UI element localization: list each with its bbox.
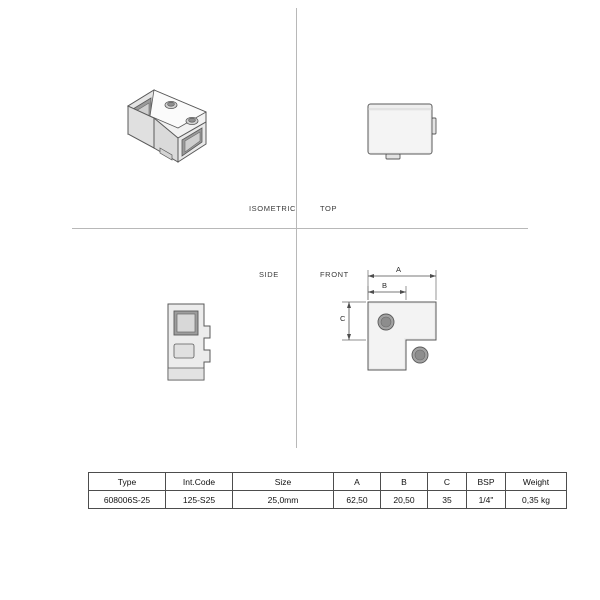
header-b: B: [381, 473, 428, 491]
side-part-drawing: [160, 300, 226, 386]
side-view: [160, 300, 226, 386]
cell-c: 35: [428, 491, 467, 509]
table-header-row: [89, 473, 567, 491]
quadrant-divider-horizontal: [72, 228, 528, 229]
header-c: C: [428, 473, 467, 491]
side-view-label: SIDE: [259, 270, 279, 279]
cell-intcode: 125-S25: [166, 491, 233, 509]
front-part-drawing: [332, 262, 462, 394]
top-view-label: TOP: [320, 204, 338, 213]
header-bsp: BSP: [467, 473, 506, 491]
header-type: Type: [89, 473, 166, 491]
isometric-view: [120, 78, 230, 188]
header-a: A: [334, 473, 381, 491]
dimension-b-label: B: [382, 281, 388, 290]
cell-weight: 0,35 kg: [506, 491, 567, 509]
top-view: [364, 98, 442, 164]
header-size: Size: [233, 473, 334, 491]
isometric-part-drawing: [120, 78, 230, 188]
isometric-view-label: ISOMETRIC: [249, 204, 297, 213]
specification-table: [88, 472, 567, 509]
table-row: [89, 491, 567, 509]
cell-type: 608006S-25: [89, 491, 166, 509]
dimension-c-label: C: [340, 314, 346, 323]
cell-size: 25,0mm: [233, 491, 334, 509]
cell-a: 62,50: [334, 491, 381, 509]
front-view: [332, 262, 462, 394]
cell-bsp: 1/4": [467, 491, 506, 509]
header-weight: Weight: [506, 473, 567, 491]
header-intcode: Int.Code: [166, 473, 233, 491]
cell-b: 20,50: [381, 491, 428, 509]
top-part-drawing: [364, 98, 442, 164]
dimension-a-label: A: [396, 265, 402, 274]
front-view-label: FRONT: [320, 270, 349, 279]
